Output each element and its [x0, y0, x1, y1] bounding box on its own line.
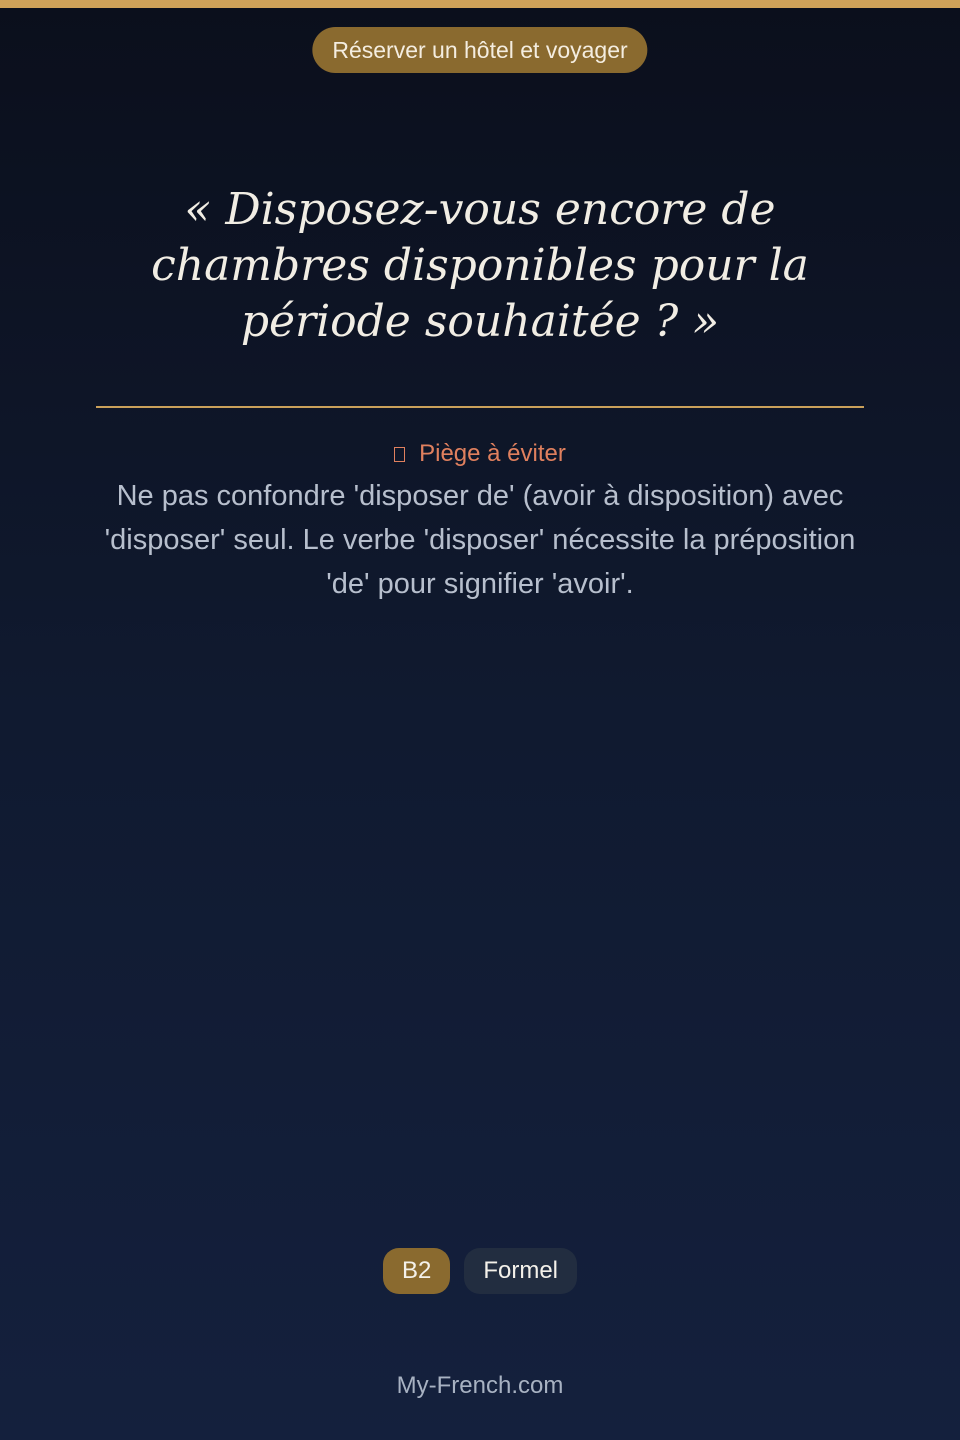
category-badge: Réserver un hôtel et voyager — [312, 27, 647, 73]
trap-header — [0, 438, 960, 470]
example-sentence: « Disposez-vous encore de chambres disponibles pour la période souhaitée ? » — [151, 184, 809, 347]
trap-explanation: Ne pas confondre 'disposer de' (avoir à disposition) avec 'disposer' seul. Le verbe 'disposer' nécessite la préposition 'de' pour signifier 'avoir'. — [104, 480, 856, 600]
level-tag: B2 — [383, 1248, 450, 1294]
top-accent-bar — [0, 0, 960, 8]
footer-site: My-French.com — [396, 1372, 564, 1399]
trap-title: Piège à éviter — [419, 440, 566, 467]
tag-list — [0, 1248, 960, 1294]
register-tag: Formel — [464, 1248, 577, 1294]
divider — [96, 406, 864, 408]
warning-box-icon — [394, 447, 405, 462]
